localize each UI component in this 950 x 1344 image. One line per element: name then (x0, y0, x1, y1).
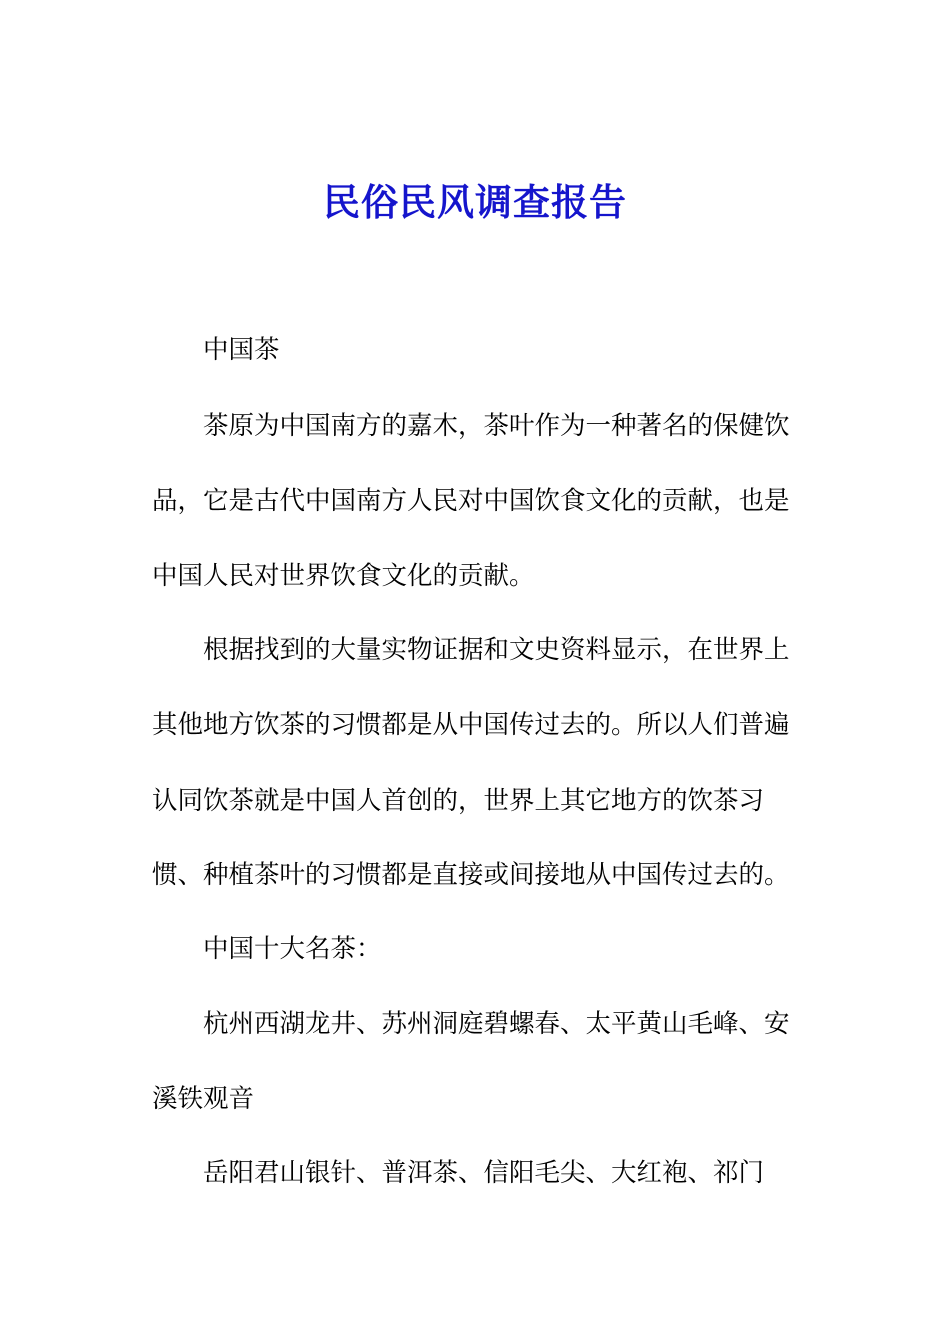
paragraph-line: 其他地方饮茶的习惯都是从中国传过去的。所以人们普遍 (152, 710, 790, 740)
paragraph-line: 茶原为中国南方的嘉木，茶叶作为一种著名的保健饮 (203, 411, 790, 441)
section-heading-chinese-tea: 中国茶 (203, 335, 280, 365)
section-heading-top-ten-teas: 中国十大名茶： (203, 934, 382, 964)
tea-list-line: 岳阳君山银针、普洱茶、信阳毛尖、大红袍、祁门 (203, 1158, 765, 1188)
tea-list-line: 杭州西湖龙井、苏州洞庭碧螺春、太平黄山毛峰、安 (203, 1009, 790, 1039)
paragraph-line: 中国人民对世界饮食文化的贡献。 (152, 561, 535, 591)
document-title: 民俗民风调查报告 (323, 180, 627, 224)
paragraph-line: 品，它是古代中国南方人民对中国饮食文化的贡献，也是 (152, 486, 790, 516)
paragraph-line: 惯、种植茶叶的习惯都是直接或间接地从中国传过去的。 (152, 860, 790, 890)
paragraph-line: 根据找到的大量实物证据和文史资料显示，在世界上 (203, 635, 790, 665)
paragraph-line: 认同饮茶就是中国人首创的，世界上其它地方的饮茶习 (152, 786, 765, 816)
tea-list-line: 溪铁观音 (152, 1084, 255, 1114)
